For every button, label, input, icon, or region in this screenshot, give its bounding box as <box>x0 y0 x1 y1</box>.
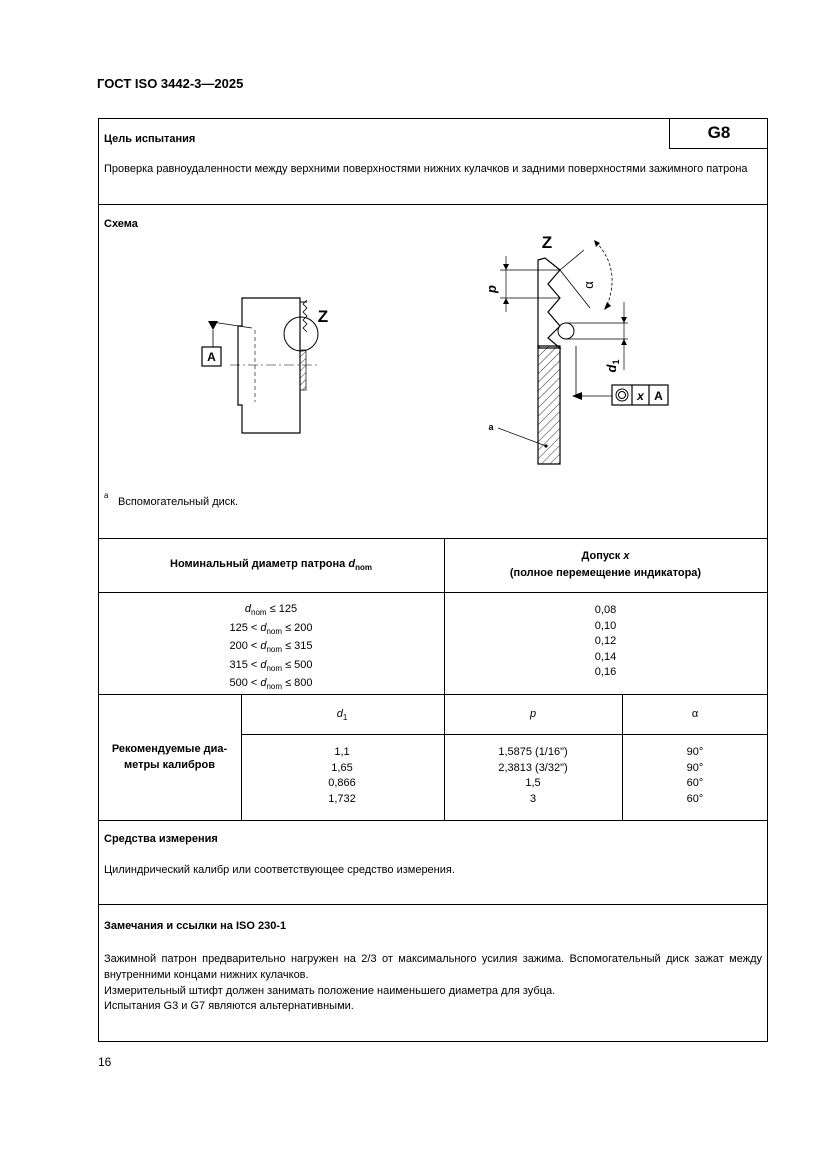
p-values <box>444 745 622 807</box>
detail-z-label: Z <box>317 307 329 326</box>
remarks-paragraph: Испытания G3 и G7 являются альтернативными. <box>104 1000 354 1012</box>
objective-text: Проверка равноудаленности между верхними поверхностями нижних кулачков и задними поверхностями зажимного патрона <box>104 163 748 175</box>
detail-z-title: Z <box>541 233 553 252</box>
alpha-value: 60° <box>686 792 704 805</box>
pitch-p-label: p <box>484 285 499 293</box>
recommended-gauges-label: Рекомендуемые диа- метры калибров <box>111 743 228 771</box>
disc-marker-label: a <box>488 422 494 432</box>
alpha-value: 60° <box>686 777 704 789</box>
p-value: 1,5875 (1/16") <box>498 746 568 758</box>
divider <box>99 592 767 593</box>
chuck-side-view-drawing <box>190 290 350 440</box>
d1-value: 0,866 <box>328 777 356 789</box>
d1-column-header: $d_1$ <box>336 708 348 722</box>
scheme-label: Схема <box>104 218 138 230</box>
tolerance-values <box>444 603 767 681</box>
nominal-diameter-header: Номинальный диаметр патрона $d_{nom}$ <box>170 558 372 572</box>
range-row: $500 < d_{nom} \le 800$ <box>229 677 313 691</box>
datum-a-label: A <box>207 350 216 364</box>
tolerance-value: 0,14 <box>594 650 617 663</box>
instruments-label: Средства измерения <box>104 833 218 845</box>
test-code-box: G8 <box>669 118 768 149</box>
d1-values <box>241 745 443 807</box>
diameter-d1-label: $d_1$ <box>604 359 621 373</box>
angle-alpha-label: α <box>581 281 596 289</box>
alpha-values <box>623 745 767 807</box>
divider <box>99 538 767 539</box>
d1-value: 1,1 <box>334 746 350 758</box>
tolerance-datum-label: A <box>654 389 663 403</box>
range-row: $200 < d_{nom} \le 315$ <box>229 640 313 654</box>
tolerance-header: Допуск x (полное перемещение индикатора) <box>509 550 702 579</box>
remarks-paragraph: Измерительный штифт должен занимать положение наименьшего диаметра для зубца. <box>104 985 556 997</box>
range-row: $125 < d_{nom} \le 200$ <box>229 621 313 636</box>
page-number: 16 <box>98 1055 112 1069</box>
d1-value: 1,732 <box>328 792 356 805</box>
footnote-text: Вспомогательный диск. <box>118 496 239 508</box>
p-value: 3 <box>529 792 537 805</box>
p-value: 2,3813 (3/32") <box>498 761 568 774</box>
range-row: $d_{nom} \le 125$ <box>244 603 298 617</box>
nominal-diameter-ranges <box>99 602 443 695</box>
alpha-value: 90° <box>686 746 704 758</box>
p-column-header: p <box>529 708 537 720</box>
remarks-paragraph: Зажимной патрон предварительно нагружен на 2/3 от максимального усилия зажима. Вспомогательный диск зажат между внутренними концами нижних кулачков. <box>104 953 762 981</box>
tolerance-value: 0,08 <box>594 604 617 616</box>
divider <box>241 734 767 735</box>
tolerance-value: 0,16 <box>594 666 617 678</box>
d1-value: 1,65 <box>331 761 353 774</box>
alpha-column-header: α <box>691 708 699 720</box>
tolerance-value: 0,12 <box>594 635 617 647</box>
detail-z-drawing <box>480 228 700 468</box>
divider <box>99 204 767 205</box>
divider <box>99 904 767 905</box>
objective-label: Цель испытания <box>104 133 196 145</box>
document-header: ГОСТ ISO 3442-3—2025 <box>97 76 244 91</box>
range-row: $315 < d_{nom} \le 500$ <box>229 658 313 673</box>
tolerance-value: 0,10 <box>594 619 617 632</box>
remarks-label: Замечания и ссылки на ISO 230-1 <box>104 920 287 932</box>
p-value: 1,5 <box>525 777 541 789</box>
divider <box>99 820 767 821</box>
alpha-value: 90° <box>686 761 704 774</box>
instruments-text: Цилиндрический калибр или соответствующее средство измерения. <box>104 864 455 876</box>
tolerance-x-label: x <box>637 389 644 403</box>
footnote-marker: а <box>104 491 109 500</box>
